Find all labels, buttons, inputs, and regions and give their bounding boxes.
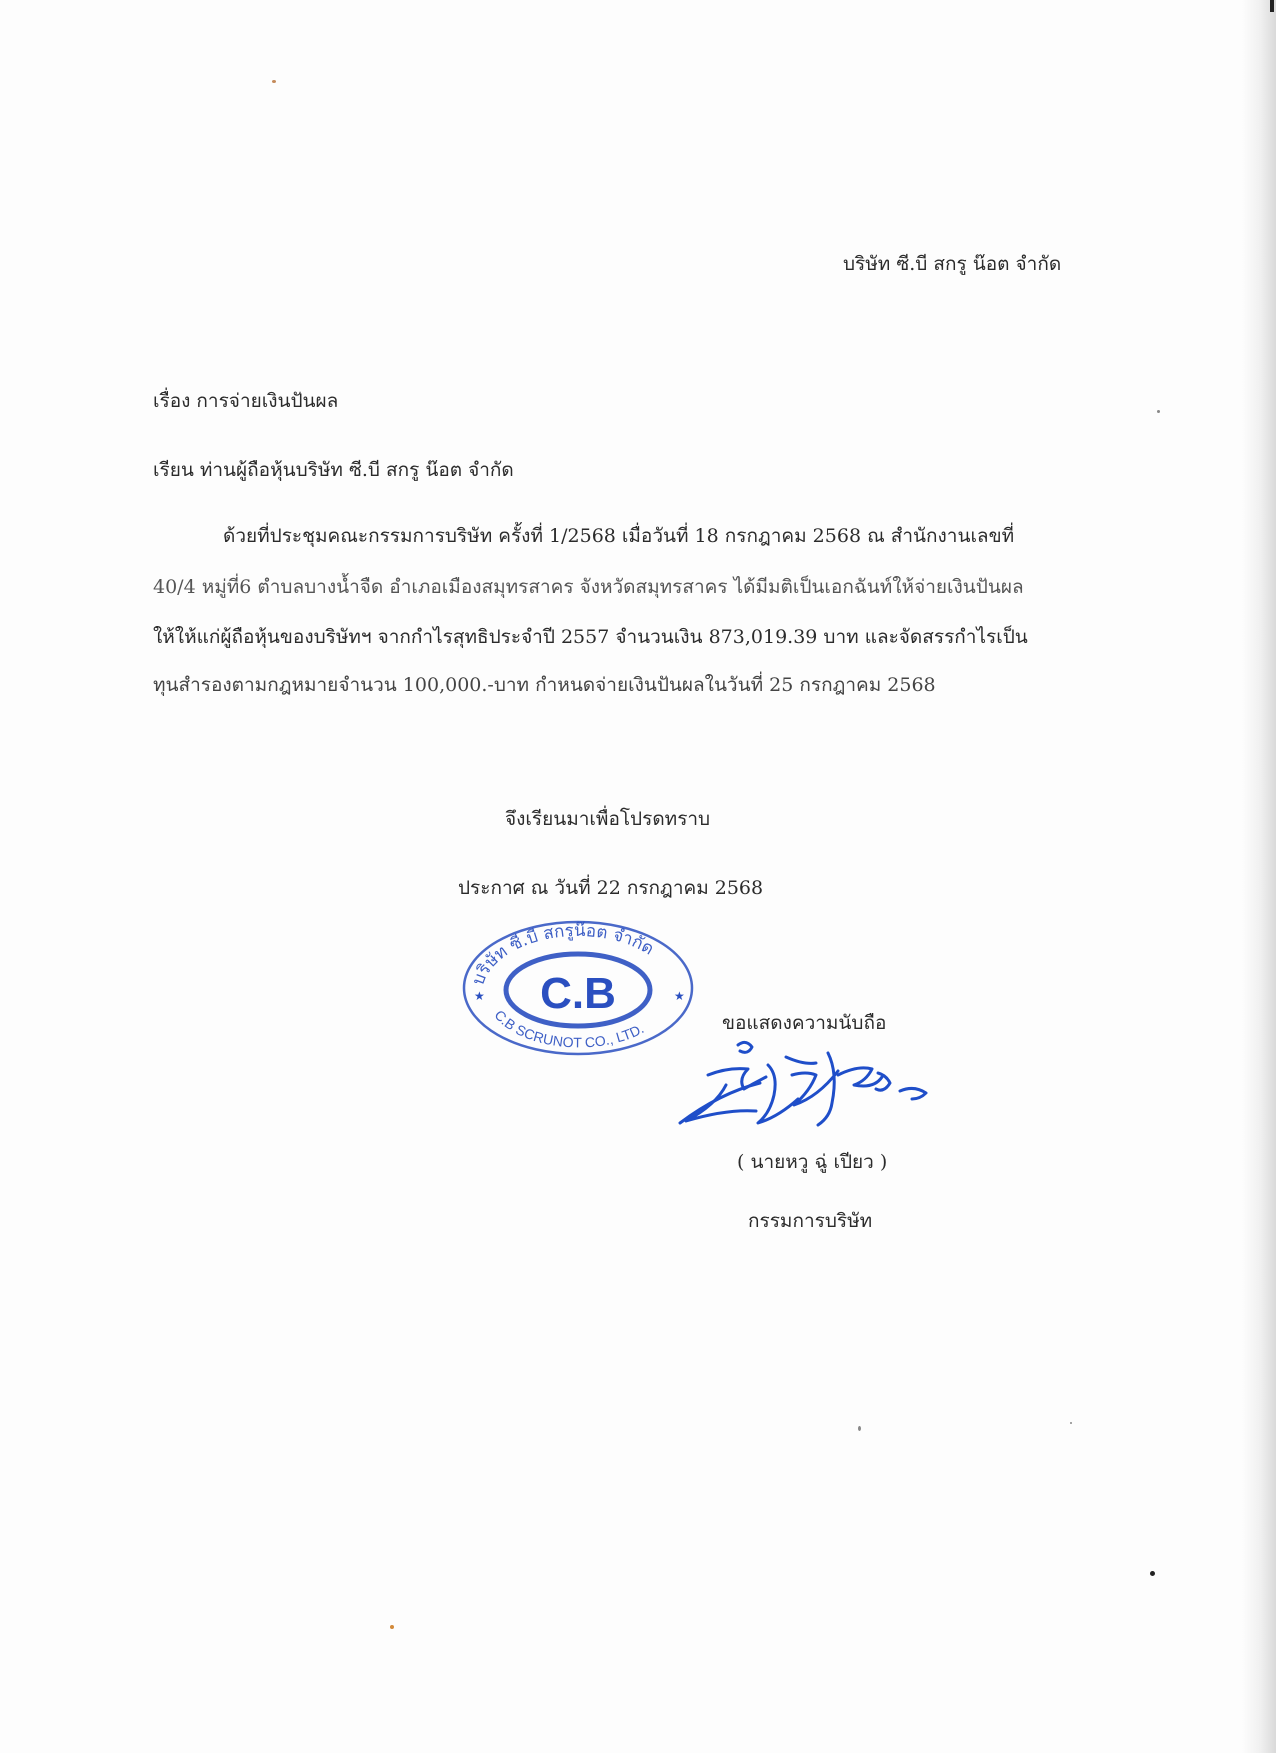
- company-stamp: [460, 918, 696, 1058]
- stamp-top-text: บริษัท ซี.บี สกรูน๊อต จำกัด: [468, 920, 658, 989]
- stamp-star-icon: ★: [674, 989, 685, 1003]
- signer-name: ( นายหวู ฉู่ เปียว ): [737, 1151, 888, 1173]
- stamp-center-text: C.B: [540, 969, 616, 1018]
- scan-speck: [1150, 1571, 1155, 1576]
- salutation-line: เรียน ท่านผู้ถือหุ้นบริษัท ซี.บี สกรู น๊อต จำกัด: [153, 459, 514, 481]
- stamp-star-icon: ★: [474, 989, 485, 1003]
- subject-line: เรื่อง การจ่ายเงินปันผล: [153, 390, 339, 412]
- scan-edge-mark: [1270, 0, 1274, 12]
- body-line: ด้วยที่ประชุมคณะกรรมการบริษัท ครั้งที่ 1/2568 เมื่อวันที่ 18 กรกฎาคม 2568 ณ สำนักงานเลขที่: [223, 525, 1015, 547]
- closing-line: จึงเรียนมาเพื่อโปรดทราบ: [505, 808, 711, 830]
- scan-speck: [1070, 1422, 1072, 1424]
- stamp-bottom-text: C.B SCRUNOT CO., LTD.: [491, 1006, 647, 1051]
- company-header: บริษัท ซี.บี สกรู น๊อต จำกัด: [843, 253, 1062, 275]
- body-line: ให้ให้แก่ผู้ถือหุ้นของบริษัทฯ จากกำไรสุทธิประจำปี 2557 จำนวนเงิน 873,019.39 บาท และจัดสรรกำไรเป็น: [153, 626, 1028, 648]
- handwritten-signature: [668, 1035, 953, 1155]
- scan-speck: [390, 1625, 394, 1629]
- scan-speck: [858, 1426, 861, 1431]
- scan-speck: [1157, 410, 1160, 413]
- body-line: 40/4 หมู่ที่6 ตำบลบางน้ำจืด อำเภอเมืองสมุทรสาคร จังหวัดสมุทรสาคร ได้มีมติเป็นเอกฉันท์ให้จ่ายเงินปันผล: [153, 576, 1024, 598]
- scan-speck: [272, 80, 276, 83]
- signer-title: กรรมการบริษัท: [748, 1210, 873, 1232]
- regards-line: ขอแสดงความนับถือ: [722, 1012, 887, 1034]
- announcement-date: ประกาศ ณ วันที่ 22 กรกฎาคม 2568: [458, 877, 764, 899]
- scan-edge-shadow: [1242, 0, 1276, 1753]
- body-line: ทุนสำรองตามกฎหมายจำนวน 100,000.-บาท กำหนดจ่ายเงินปันผลในวันที่ 25 กรกฎาคม 2568: [153, 674, 936, 696]
